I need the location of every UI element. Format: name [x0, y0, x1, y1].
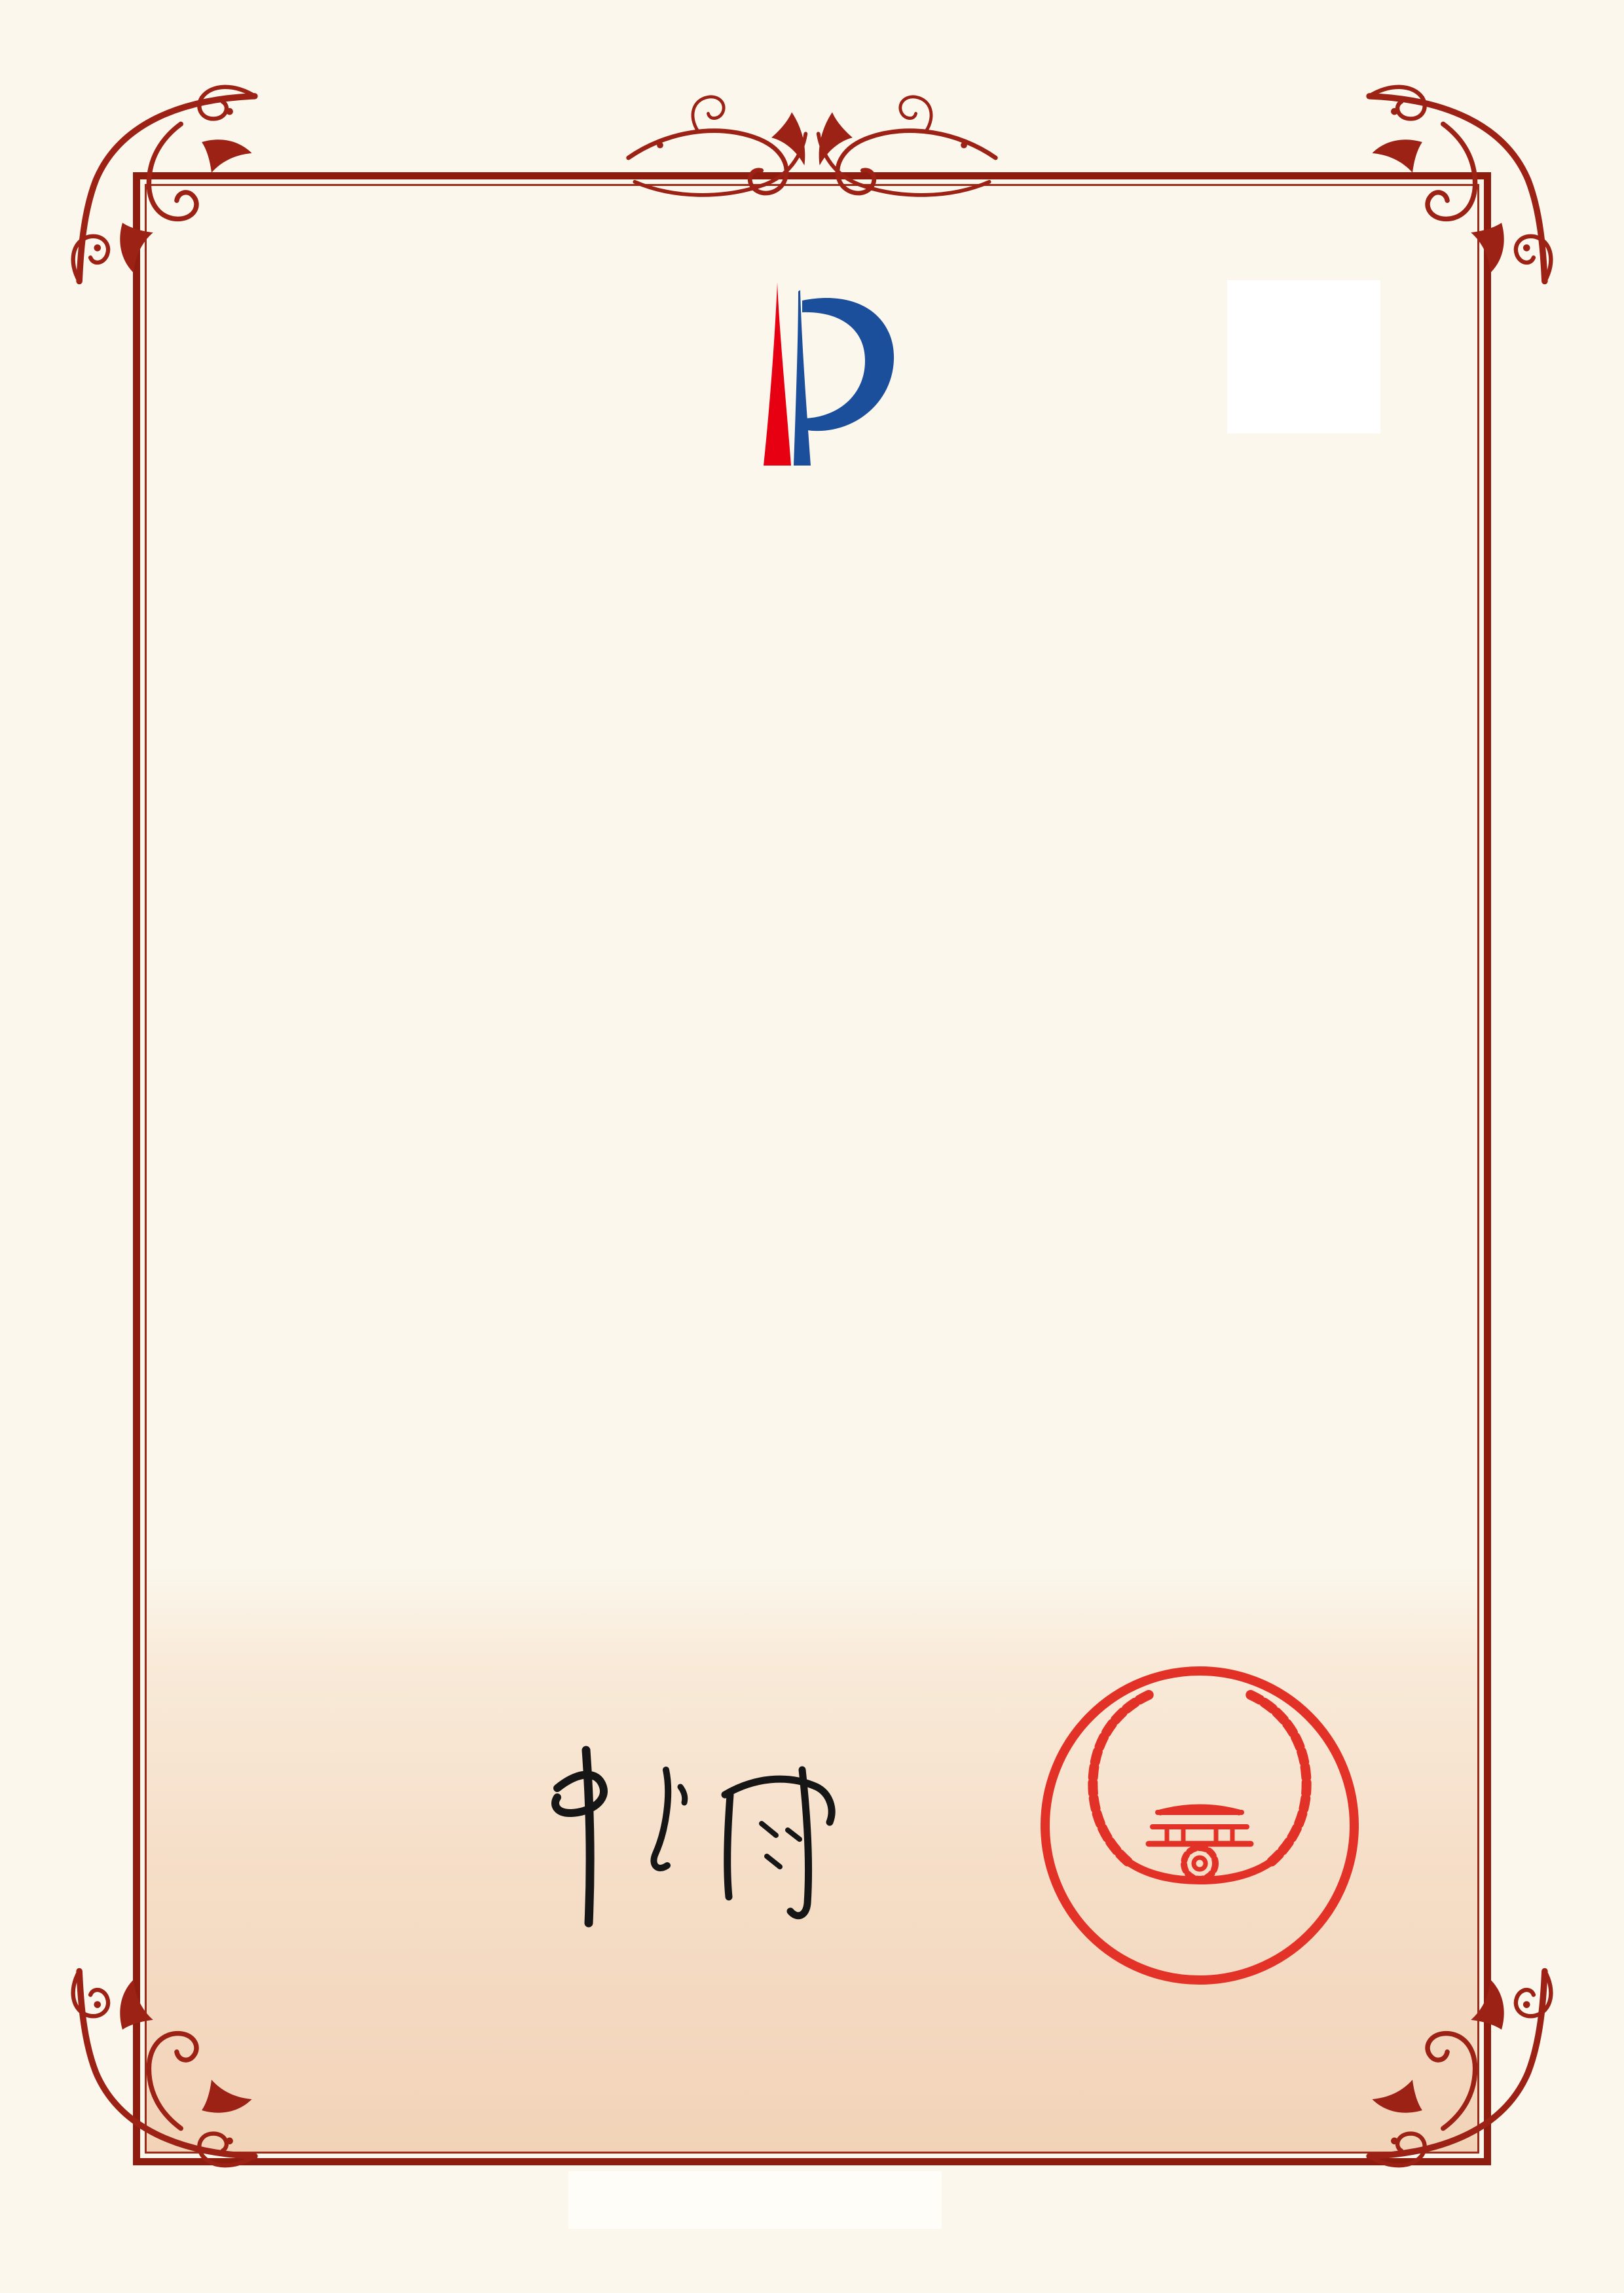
- director-signature: [494, 1729, 874, 1938]
- official-seal: [1029, 1655, 1370, 1996]
- logo-blue-bowl: [796, 298, 894, 431]
- field-row-patent-number: [0, 872, 1624, 925]
- logo-red-spike: [764, 282, 791, 466]
- continuation-band: [568, 2171, 942, 2229]
- field-row-filing-date: [0, 969, 1624, 1021]
- barcode: [218, 1674, 500, 1709]
- field-row-grant: [0, 1260, 1624, 1313]
- field-row-inventors: [0, 774, 1624, 826]
- logo-blue-bar: [794, 290, 811, 466]
- seal-national-emblem: [1093, 1693, 1306, 1880]
- field-row-invention-name: [0, 676, 1624, 728]
- field-row-address: [0, 1162, 1624, 1215]
- qr-code: [1227, 280, 1380, 433]
- field-row-patentee: [0, 1066, 1624, 1118]
- cnipa-logo: [665, 278, 897, 469]
